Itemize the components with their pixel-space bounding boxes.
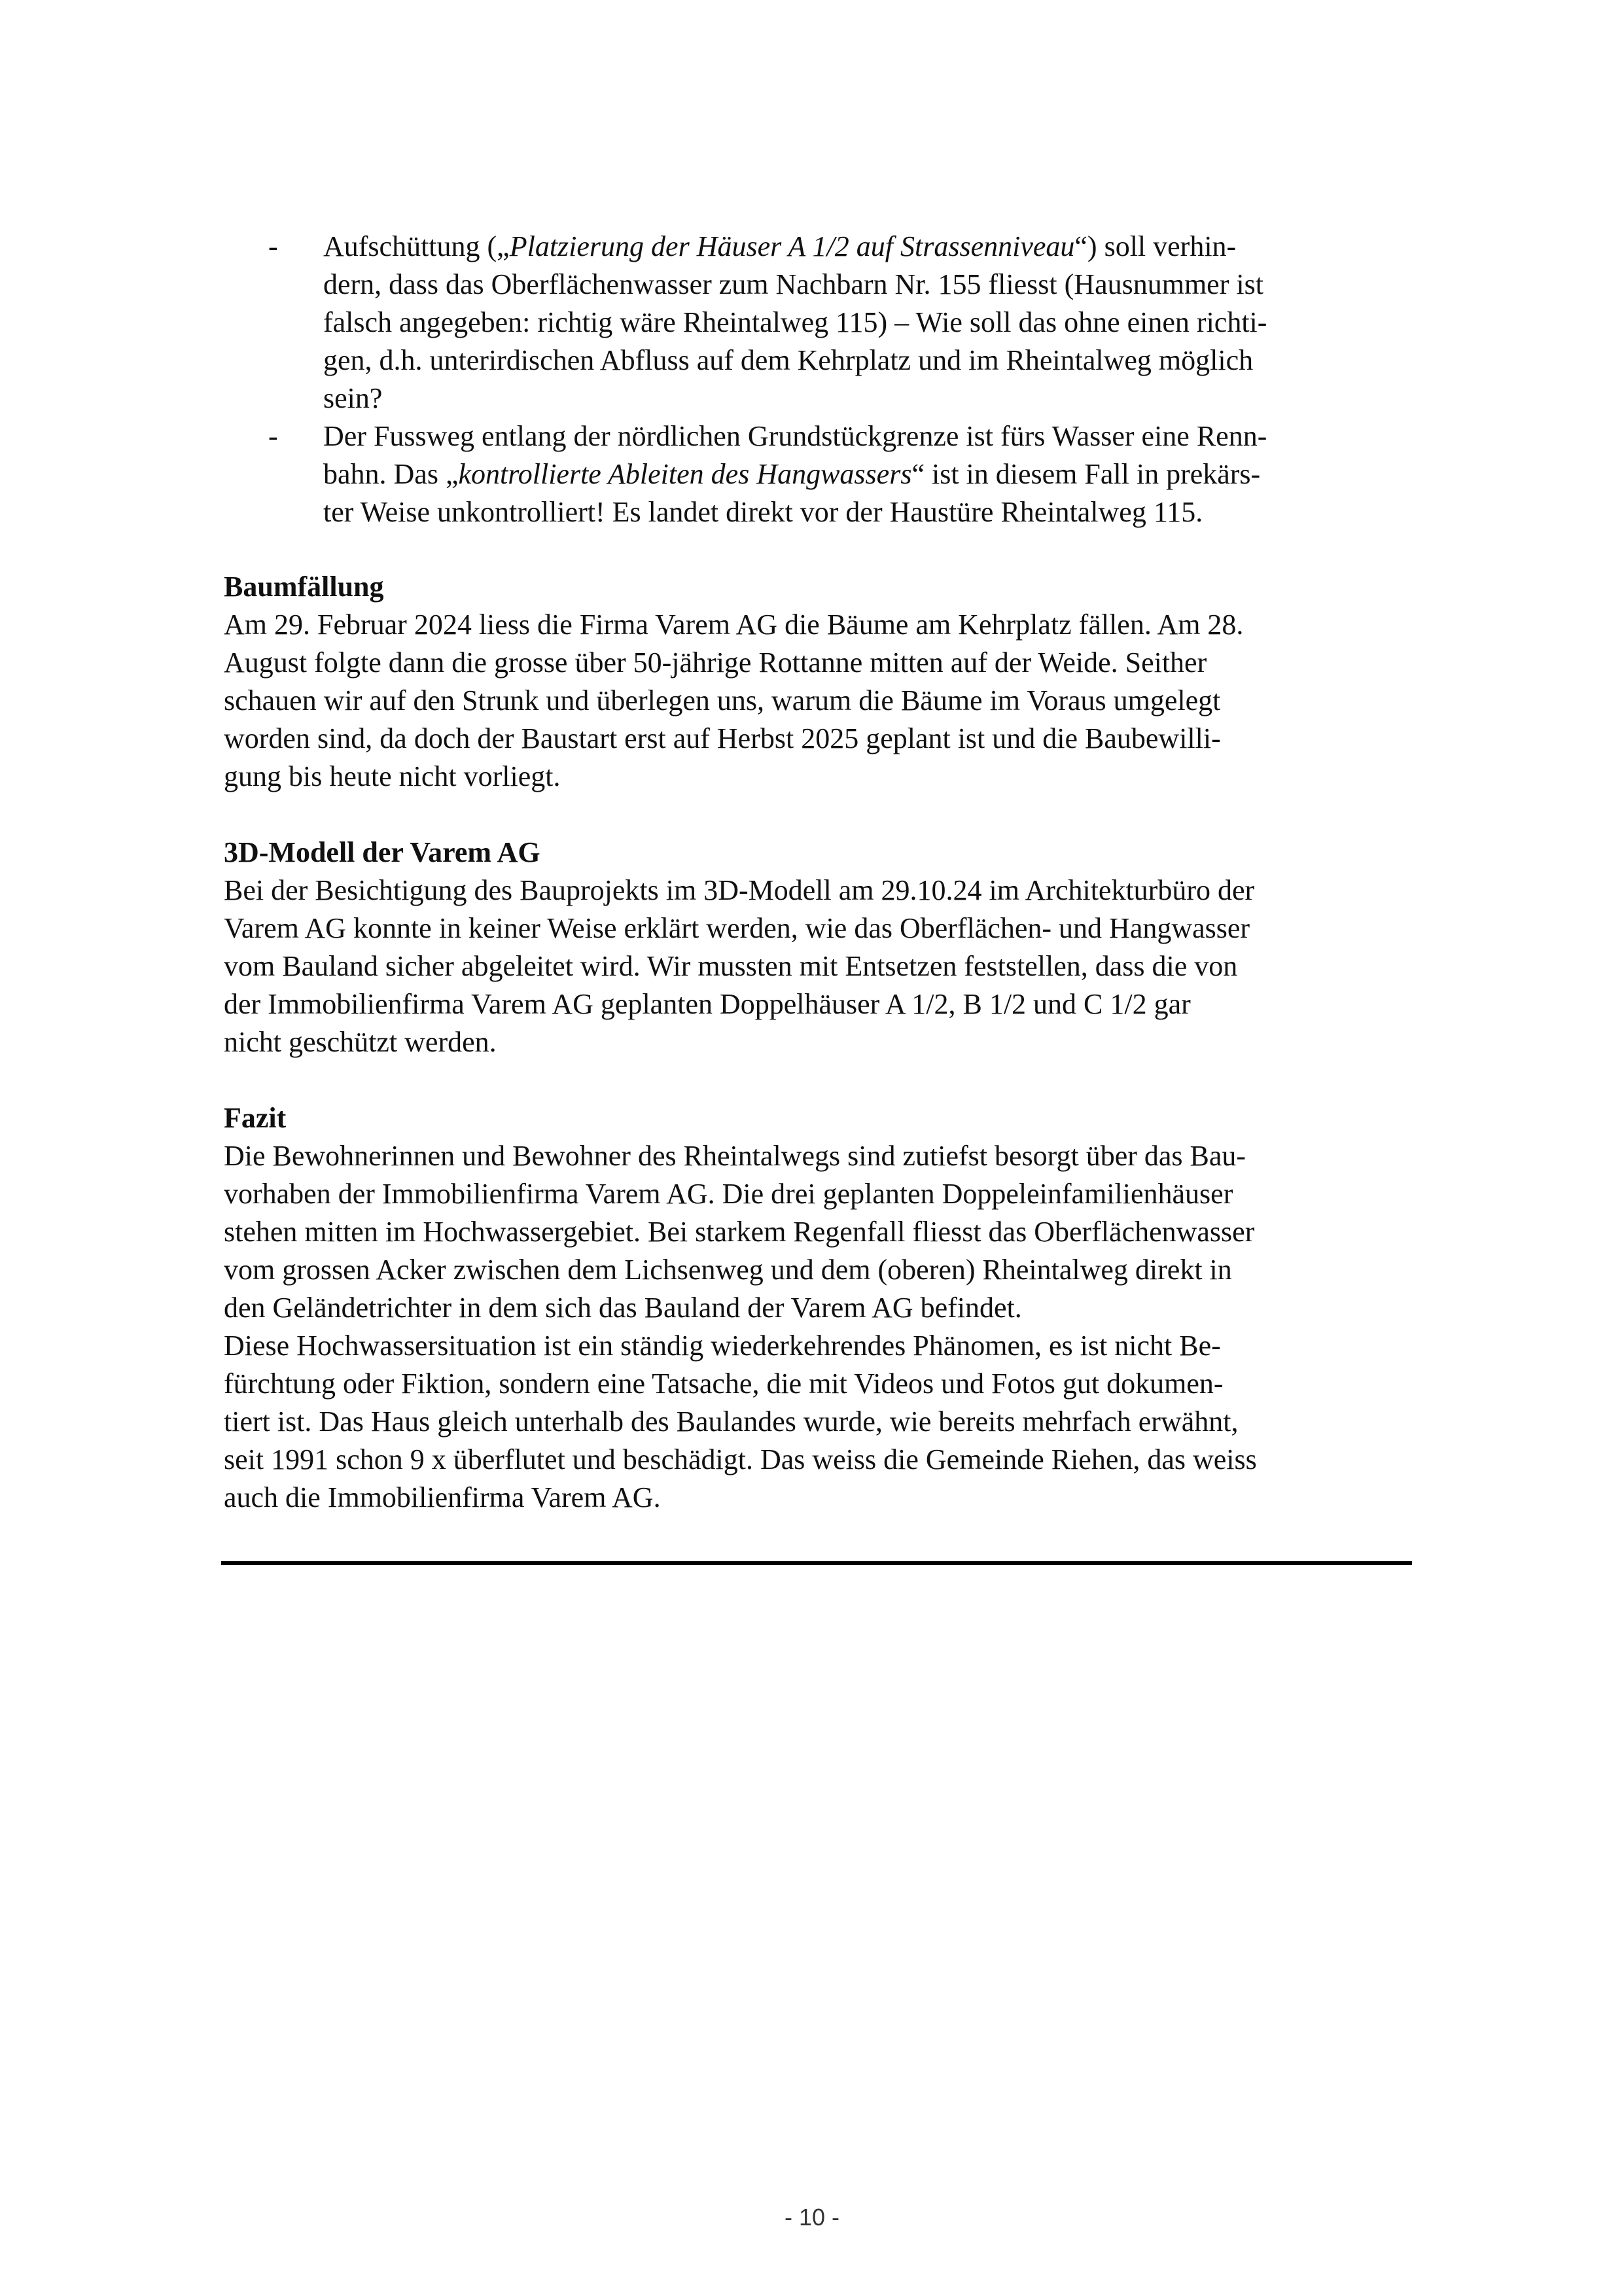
section-3d-modell	[224, 834, 1408, 1061]
text-line: seit 1991 schon 9 x überflutet und beschädigt. Das weiss die Gemeinde Riehen, das weiss	[224, 1443, 1257, 1475]
horizontal-rule	[221, 1561, 1412, 1565]
text-line: worden sind, da doch der Baustart erst auf Herbst 2025 geplant ist und die Baubewilli-	[224, 722, 1221, 754]
bullet-marker: -	[268, 420, 278, 452]
text-line: schauen wir auf den Strunk und überlegen uns, warum die Bäume im Voraus umgelegt	[224, 684, 1221, 716]
text-line: fürchtung oder Fiktion, sondern eine Tatsache, die mit Videos und Fotos gut dokumen-	[224, 1368, 1224, 1400]
text-line: Bei der Besichtigung des Bauprojekts im 3D-Modell am 29.10.24 im Architekturbüro der	[224, 874, 1255, 906]
section-fazit	[224, 1099, 1408, 1517]
text-line: Der Fussweg entlang der nördlichen Grundstückgrenze ist fürs Wasser eine Renn-	[323, 420, 1267, 452]
section-heading: 3D-Modell der Varem AG	[224, 836, 540, 868]
text-line: vom Bauland sicher abgeleitet wird. Wir mussten mit Entsetzen feststellen, dass die von	[224, 950, 1238, 982]
text-line: nicht geschützt werden.	[224, 1026, 497, 1058]
text-line: Am 29. Februar 2024 liess die Firma Varem AG die Bäume am Kehrplatz fällen. Am 28.	[224, 609, 1244, 641]
text-line: gen, d.h. unterirdischen Abfluss auf dem Kehrplatz und im Rheintalweg möglich	[323, 344, 1254, 376]
text-line: den Geländetrichter in dem sich das Bauland der Varem AG befindet.	[224, 1292, 1022, 1324]
text-line: vorhaben der Immobilienfirma Varem AG. Die drei geplanten Doppeleinfamilienhäuser	[224, 1178, 1233, 1210]
bullet-item-fussweg	[224, 417, 1408, 531]
text-line: Aufschüttung („Platzierung der Häuser A 1/2 auf Strassenniveau“) soll verhin-	[323, 230, 1237, 262]
text-line: vom grossen Acker zwischen dem Lichsenweg und dem (oberen) Rheintalweg direkt in	[224, 1254, 1232, 1286]
text-line: gung bis heute nicht vorliegt.	[224, 760, 561, 792]
text-line: Varem AG konnte in keiner Weise erklärt werden, wie das Oberflächen- und Hangwasser	[224, 912, 1250, 944]
text-line: Diese Hochwassersituation ist ein ständig wiederkehrendes Phänomen, es ist nicht Be-	[224, 1330, 1221, 1362]
text-line: falsch angegeben: richtig wäre Rheintalweg 115) – Wie soll das ohne einen richti-	[323, 306, 1267, 338]
bullet-text	[323, 228, 1408, 417]
page-number: - 10 -	[784, 2204, 840, 2231]
text-line: stehen mitten im Hochwassergebiet. Bei starkem Regenfall fliesst das Oberflächenwasser	[224, 1216, 1255, 1248]
quoted-phrase: kontrollierte Ableiten des Hangwassers	[458, 458, 912, 490]
text-line: der Immobilienfirma Varem AG geplanten Doppelhäuser A 1/2, B 1/2 und C 1/2 gar	[224, 988, 1191, 1020]
quoted-phrase: Platzierung der Häuser A 1/2 auf Strassenniveau	[509, 230, 1075, 262]
text-line: August folgte dann die grosse über 50-jährige Rottanne mitten auf der Weide. Seither	[224, 646, 1207, 679]
text-line: tiert ist. Das Haus gleich unterhalb des Baulandes wurde, wie bereits mehrfach erwähnt,	[224, 1405, 1239, 1438]
section-heading: Baumfällung	[224, 571, 384, 603]
bullet-marker: -	[268, 230, 278, 262]
bullet-item-aufschuettung	[224, 228, 1408, 417]
bullet-text	[323, 417, 1408, 531]
text-line: sein?	[323, 382, 383, 414]
text-line: ter Weise unkontrolliert! Es landet direkt vor der Haustüre Rheintalweg 115.	[323, 496, 1203, 528]
text-line: dern, dass das Oberflächenwasser zum Nachbarn Nr. 155 fliesst (Hausnummer ist	[323, 268, 1263, 300]
text-line: auch die Immobilienfirma Varem AG.	[224, 1481, 661, 1513]
section-heading: Fazit	[224, 1102, 287, 1134]
text-line: Die Bewohnerinnen und Bewohner des Rheintalwegs sind zutiefst besorgt über das Bau-	[224, 1140, 1246, 1172]
section-baumfaellung	[224, 568, 1408, 796]
document-body	[224, 228, 1408, 1517]
text-line: bahn. Das „kontrollierte Ableiten des Hangwassers“ ist in diesem Fall in prekärs-	[323, 458, 1261, 490]
